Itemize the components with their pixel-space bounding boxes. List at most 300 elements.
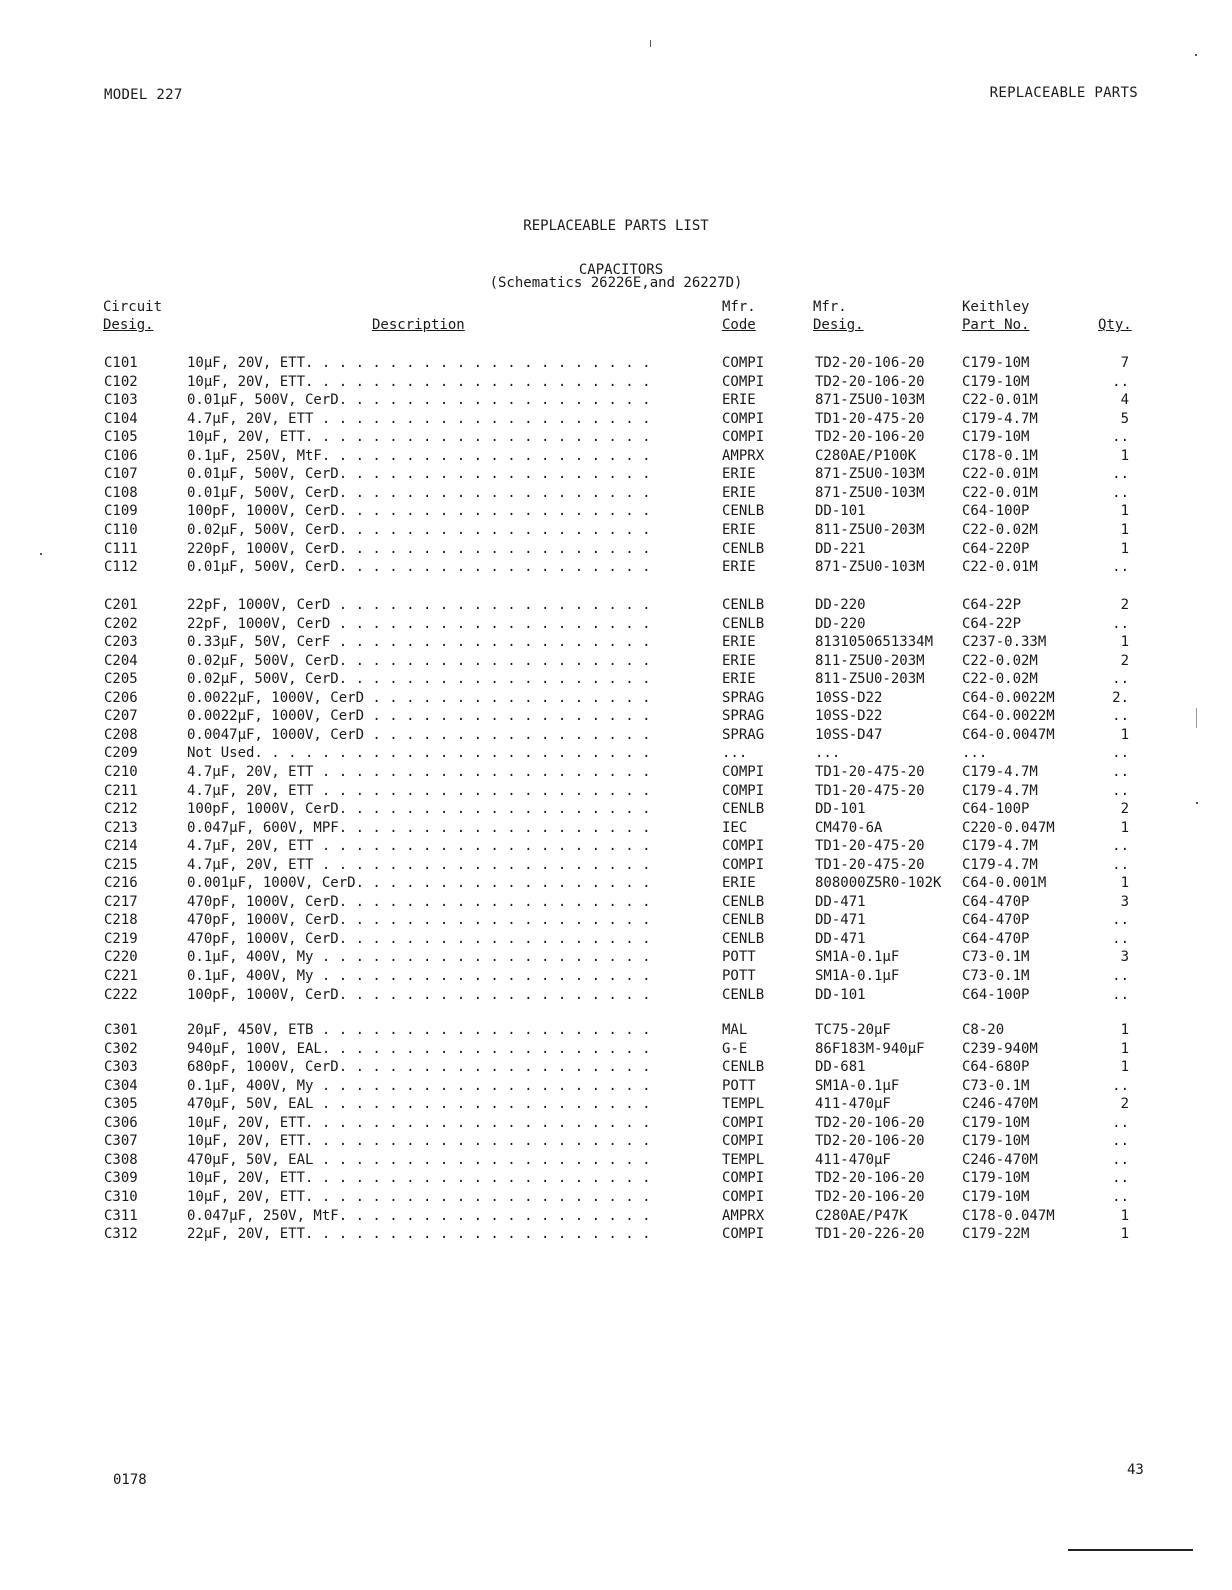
cell-part: C22-0.01M (962, 484, 1038, 501)
cell-desig: C110 (104, 521, 138, 538)
cell-desc: 4.7µF, 20V, ETT . . . . . . . . . . . . . . . . . . . . (187, 782, 651, 799)
cell-mdesig: 871-Z5U0-103M (815, 484, 925, 501)
cell-desc: 470pF, 1000V, CerD. . . . . . . . . . . . . . . . . . . (187, 930, 651, 947)
cell-desig: C301 (104, 1022, 138, 1038)
cell-part: C64-470P (962, 912, 1030, 929)
table-row (0, 727, 1232, 745)
cell-desc: 0.01µF, 500V, CerD. . . . . . . . . . . . . . . . . . . (187, 466, 651, 483)
cell-desc: 0.0022µF, 1000V, CerD . . . . . . . . . . . . . . . . . (187, 689, 651, 706)
table-row (0, 355, 1232, 373)
cell-part: C64-100P (962, 503, 1030, 520)
table-row (0, 1022, 1232, 1040)
col-circuit-line2: Desig. (103, 317, 154, 333)
cell-qty: 5 (1120, 410, 1129, 427)
cell-desig: C209 (104, 745, 138, 762)
cell-code: COMPI (722, 355, 765, 371)
cell-desc: 4.7µF, 20V, ETT . . . . . . . . . . . . . . . . . . . . (187, 763, 651, 780)
table-row (0, 1189, 1232, 1207)
cell-desc: 0.01µF, 500V, CerD. . . . . . . . . . . . . . . . . . . (187, 559, 651, 576)
cell-code: COMPI (722, 1114, 765, 1131)
cell-mdesig: DD-101 (815, 986, 866, 1003)
cell-part: C239-940M (962, 1040, 1038, 1057)
table-row (0, 429, 1232, 447)
cell-code: POTT (722, 968, 756, 984)
cell-desc: 100pF, 1000V, CerD. . . . . . . . . . . . . . . . . . . (187, 801, 651, 818)
cell-desig: C305 (104, 1096, 138, 1113)
cell-part: C179-4.7M (962, 838, 1038, 855)
cell-mdesig: 871-Z5U0-103M (815, 466, 925, 483)
cell-code: CENLB (722, 540, 765, 557)
table-row (0, 690, 1232, 708)
cell-desig: C221 (104, 968, 138, 984)
table-row (0, 1208, 1232, 1226)
cell-desig: C112 (104, 559, 138, 576)
cell-part: C246-470M (962, 1096, 1038, 1113)
cell-desig: C214 (104, 838, 138, 855)
cell-qty: .. (1112, 559, 1129, 576)
page-title (0, 179, 1232, 312)
cell-desc: 10µF, 20V, ETT. . . . . . . . . . . . . . . . . . . . . (187, 373, 651, 390)
cell-code: ERIE (722, 634, 756, 651)
table-row (0, 1170, 1232, 1188)
cell-mdesig: SM1A-0.1µF (815, 949, 900, 966)
cell-desc: 10µF, 20V, ETT. . . . . . . . . . . . . . . . . . . . . (187, 429, 651, 446)
cell-part: ... (962, 745, 988, 762)
cell-code: ERIE (722, 521, 756, 538)
cell-qty: .. (1112, 838, 1129, 855)
cell-code: CENLB (722, 1059, 765, 1076)
cell-desig: C105 (104, 429, 138, 446)
cell-part: C73-0.1M (962, 968, 1030, 984)
cell-desc: 0.01µF, 500V, CerD. . . . . . . . . . . . . . . . . . . (187, 484, 651, 501)
column-headers (103, 299, 1143, 335)
cell-desig: C201 (104, 597, 138, 613)
cell-qty: .. (1112, 912, 1129, 929)
cell-mdesig: TD2-20-106-20 (815, 1133, 925, 1150)
table-row (0, 671, 1232, 689)
cell-code: AMPRX (722, 447, 765, 464)
cell-desc: 470µF, 50V, EAL . . . . . . . . . . . . . . . . . . . . (187, 1151, 651, 1168)
col-description: Description (372, 317, 465, 333)
cell-code: COMPI (722, 856, 765, 873)
cell-code: ERIE (722, 466, 756, 483)
cell-part: C179-10M (962, 1170, 1030, 1187)
cell-part: C179-10M (962, 355, 1030, 371)
cell-mdesig: TD2-20-106-20 (815, 373, 925, 390)
cell-qty: 1 (1120, 1226, 1129, 1243)
cell-mdesig: 8131050651334M (815, 634, 934, 651)
cell-code: SPRAG (722, 708, 765, 725)
cell-qty: .. (1112, 1188, 1129, 1205)
col-keithley-line1: Keithley (962, 299, 1030, 315)
cell-part: C179-10M (962, 429, 1030, 446)
cell-desig: C203 (104, 634, 138, 651)
table-row (0, 1078, 1232, 1096)
col-keithley-line2: Part No. (962, 317, 1030, 333)
scan-speck (650, 40, 651, 47)
cell-code: POTT (722, 1077, 756, 1094)
cell-desig: C311 (104, 1207, 138, 1224)
table-row (0, 708, 1232, 726)
cell-code: ERIE (722, 484, 756, 501)
cell-qty: 2 (1120, 1096, 1129, 1113)
cell-mdesig: TD2-20-106-20 (815, 1114, 925, 1131)
cell-mdesig: TD1-20-475-20 (815, 410, 925, 427)
table-row (0, 987, 1232, 1005)
cell-desc: 10µF, 20V, ETT. . . . . . . . . . . . . . . . . . . . . (187, 1188, 651, 1205)
cell-desig: C219 (104, 930, 138, 947)
section-header: REPLACEABLE PARTS (989, 85, 1138, 101)
cell-part: C64-470P (962, 930, 1030, 947)
table-row (0, 1226, 1232, 1244)
cell-qty: .. (1112, 708, 1129, 725)
cell-code: TEMPL (722, 1096, 765, 1113)
cell-part: C220-0.047M (962, 819, 1055, 836)
cell-desig: C307 (104, 1133, 138, 1150)
col-mfr-code-line2: Code (722, 317, 756, 333)
cell-mdesig: TD1-20-475-20 (815, 763, 925, 780)
cell-qty: 1 (1120, 819, 1129, 836)
cell-desig: C101 (104, 355, 138, 371)
category-heading: CAPACITORS (578, 262, 664, 278)
cell-part: C64-0.0047M (962, 726, 1055, 743)
bottom-rule (1068, 1549, 1193, 1551)
table-row (0, 949, 1232, 967)
cell-mdesig: DD-471 (815, 930, 866, 947)
cell-desc: 10µF, 20V, ETT. . . . . . . . . . . . . . . . . . . . . (187, 1133, 651, 1150)
scan-speck (1196, 708, 1197, 728)
table-row (0, 894, 1232, 912)
table-row (0, 653, 1232, 671)
cell-qty: .. (1112, 671, 1129, 688)
cell-mdesig: TD1-20-475-20 (815, 856, 925, 873)
cell-part: C179-22M (962, 1226, 1030, 1243)
cell-code: MAL (722, 1022, 748, 1038)
cell-mdesig: 86F183M-940µF (815, 1040, 925, 1057)
table-row (0, 448, 1232, 466)
cell-desc: 0.1µF, 400V, My . . . . . . . . . . . . . . . . . . . . (187, 968, 651, 984)
cell-mdesig: TD2-20-106-20 (815, 1170, 925, 1187)
cell-mdesig: DD-101 (815, 503, 866, 520)
cell-desc: 470µF, 50V, EAL . . . . . . . . . . . . . . . . . . . . (187, 1096, 651, 1113)
cell-qty: 4 (1120, 392, 1129, 409)
cell-mdesig: 808000Z5R0-102K (815, 875, 942, 892)
cell-desc: 0.02µF, 500V, CerD. . . . . . . . . . . . . . . . . . . (187, 652, 651, 669)
cell-qty: .. (1112, 429, 1129, 446)
cell-part: C64-220P (962, 540, 1030, 557)
table-row (0, 374, 1232, 392)
cell-desc: 0.02µF, 500V, CerD. . . . . . . . . . . . . . . . . . . (187, 521, 651, 538)
table-row (0, 838, 1232, 856)
page-number: 43 (1127, 1462, 1144, 1478)
cell-desig: C304 (104, 1077, 138, 1094)
cell-mdesig: DD-220 (815, 597, 866, 613)
cell-desig: C202 (104, 615, 138, 632)
cell-code: COMPI (722, 373, 765, 390)
table-row (0, 857, 1232, 875)
cell-code: CENLB (722, 986, 765, 1003)
cell-desig: C306 (104, 1114, 138, 1131)
col-qty: Qty. (1098, 317, 1132, 333)
cell-code: ... (722, 745, 748, 762)
cell-part: C178-0.047M (962, 1207, 1055, 1224)
cell-mdesig: 10SS-D47 (815, 726, 883, 743)
cell-mdesig: 811-Z5U0-203M (815, 521, 925, 538)
cell-desc: 940µF, 100V, EAL. . . . . . . . . . . . . . . . . . . . (187, 1040, 651, 1057)
cell-qty: 1 (1120, 447, 1129, 464)
cell-qty: 2 (1120, 652, 1129, 669)
table-row (0, 392, 1232, 410)
cell-mdesig: TD2-20-106-20 (815, 429, 925, 446)
cell-desc: 0.1µF, 400V, My . . . . . . . . . . . . . . . . . . . . (187, 1077, 651, 1094)
cell-desc: 10µF, 20V, ETT. . . . . . . . . . . . . . . . . . . . . (187, 1114, 651, 1131)
cell-code: COMPI (722, 1170, 765, 1187)
cell-code: COMPI (722, 429, 765, 446)
cell-code: SPRAG (722, 689, 765, 706)
table-row (0, 783, 1232, 801)
table-row (0, 1115, 1232, 1133)
cell-desc: 0.02µF, 500V, CerD. . . . . . . . . . . . . . . . . . . (187, 671, 651, 688)
table-row (0, 503, 1232, 521)
cell-code: TEMPL (722, 1151, 765, 1168)
cell-part: C22-0.01M (962, 559, 1038, 576)
cell-qty: .. (1112, 1077, 1129, 1094)
cell-code: CENLB (722, 893, 765, 910)
cell-mdesig: TD1-20-475-20 (815, 838, 925, 855)
cell-mdesig: 811-Z5U0-203M (815, 671, 925, 688)
cell-desig: C108 (104, 484, 138, 501)
table-row (0, 801, 1232, 819)
table-row (0, 912, 1232, 930)
cell-desig: C206 (104, 689, 138, 706)
table-row (0, 931, 1232, 949)
cell-desig: C205 (104, 671, 138, 688)
cell-desc: 0.001µF, 1000V, CerD. . . . . . . . . . . . . . . . . . (187, 875, 651, 892)
table-row (0, 541, 1232, 559)
cell-desc: 0.33µF, 50V, CerF . . . . . . . . . . . . . . . . . . . (187, 634, 651, 651)
cell-desig: C220 (104, 949, 138, 966)
cell-part: C179-4.7M (962, 410, 1038, 427)
cell-mdesig: TD2-20-106-20 (815, 1188, 925, 1205)
cell-desig: C109 (104, 503, 138, 520)
cell-desig: C102 (104, 373, 138, 390)
cell-desc: 4.7µF, 20V, ETT . . . . . . . . . . . . . . . . . . . . (187, 410, 651, 427)
cell-code: ERIE (722, 392, 756, 409)
table-row (0, 820, 1232, 838)
cell-part: C22-0.02M (962, 521, 1038, 538)
cell-desc: 0.01µF, 500V, CerD. . . . . . . . . . . . . . . . . . . (187, 392, 651, 409)
cell-qty: 2 (1120, 801, 1129, 818)
cell-desc: 0.047µF, 250V, MtF. . . . . . . . . . . . . . . . . . . (187, 1207, 651, 1224)
cell-mdesig: 411-470µF (815, 1151, 891, 1168)
col-mfr-desig-line2: Desig. (813, 317, 864, 333)
table-row (0, 522, 1232, 540)
cell-code: CENLB (722, 912, 765, 929)
cell-code: COMPI (722, 1188, 765, 1205)
cell-part: C64-100P (962, 986, 1030, 1003)
cell-part: C22-0.02M (962, 652, 1038, 669)
cell-desc: 0.0047µF, 1000V, CerD . . . . . . . . . . . . . . . . . (187, 726, 651, 743)
cell-code: SPRAG (722, 726, 765, 743)
cell-qty: 1 (1120, 521, 1129, 538)
cell-qty: 1 (1120, 1059, 1129, 1076)
cell-desig: C302 (104, 1040, 138, 1057)
cell-desig: C204 (104, 652, 138, 669)
cell-code: ERIE (722, 559, 756, 576)
cell-desc: 22pF, 1000V, CerD . . . . . . . . . . . . . . . . . . . (187, 597, 651, 613)
cell-desc: 22µF, 20V, ETT. . . . . . . . . . . . . . . . . . . . . (187, 1226, 651, 1243)
cell-desig: C104 (104, 410, 138, 427)
cell-code: ERIE (722, 652, 756, 669)
cell-mdesig: 871-Z5U0-103M (815, 559, 925, 576)
cell-part: C179-10M (962, 1114, 1030, 1131)
cell-qty: .. (1112, 930, 1129, 947)
table-row (0, 559, 1232, 577)
cell-desig: C217 (104, 893, 138, 910)
cell-code: ERIE (722, 671, 756, 688)
cell-desc: 0.0022µF, 1000V, CerD . . . . . . . . . . . . . . . . . (187, 708, 651, 725)
cell-code: CENLB (722, 930, 765, 947)
cell-mdesig: DD-101 (815, 801, 866, 818)
scan-speck (1195, 54, 1197, 56)
table-row (0, 597, 1232, 615)
cell-qty: 2. (1112, 689, 1129, 706)
cell-part: C73-0.1M (962, 1077, 1030, 1094)
table-row (0, 411, 1232, 429)
cell-desig: C211 (104, 782, 138, 799)
cell-desig: C111 (104, 540, 138, 557)
cell-desig: C216 (104, 875, 138, 892)
cell-qty: .. (1112, 373, 1129, 390)
cell-qty: .. (1112, 1151, 1129, 1168)
cell-desig: C106 (104, 447, 138, 464)
cell-desig: C210 (104, 763, 138, 780)
cell-qty: 1 (1120, 540, 1129, 557)
cell-code: IEC (722, 819, 748, 836)
cell-part: C179-10M (962, 1133, 1030, 1150)
cell-code: COMPI (722, 410, 765, 427)
title-line-2: (Schematics 26226E,and 26227D) (489, 275, 743, 291)
cell-qty: 7 (1120, 355, 1129, 371)
cell-code: CENLB (722, 801, 765, 818)
cell-mdesig: CM470-6A (815, 819, 883, 836)
cell-code: COMPI (722, 1133, 765, 1150)
table-row (0, 745, 1232, 763)
cell-mdesig: 811-Z5U0-203M (815, 652, 925, 669)
cell-desig: C308 (104, 1151, 138, 1168)
cell-desc: 4.7µF, 20V, ETT . . . . . . . . . . . . . . . . . . . . (187, 838, 651, 855)
cell-mdesig: TD2-20-106-20 (815, 355, 925, 371)
cell-part: C246-470M (962, 1151, 1038, 1168)
cell-desc: 0.1µF, 250V, MtF. . . . . . . . . . . . . . . . . . . . (187, 447, 651, 464)
cell-part: C179-10M (962, 373, 1030, 390)
cell-code: COMPI (722, 838, 765, 855)
model-label: MODEL 227 (104, 87, 183, 103)
cell-desc: 20µF, 450V, ETB . . . . . . . . . . . . . . . . . . . . (187, 1022, 651, 1038)
cell-part: C64-22P (962, 597, 1022, 613)
cell-mdesig: DD-220 (815, 615, 866, 632)
cell-part: C237-0.33M (962, 634, 1047, 651)
cell-qty: .. (1112, 968, 1129, 984)
cell-desig: C215 (104, 856, 138, 873)
cell-code: COMPI (722, 1226, 765, 1243)
cell-part: C8-20 (962, 1022, 1005, 1038)
cell-desc: 10µF, 20V, ETT. . . . . . . . . . . . . . . . . . . . . (187, 1170, 651, 1187)
cell-qty: .. (1112, 466, 1129, 483)
cell-mdesig: 411-470µF (815, 1096, 891, 1113)
cell-part: C64-0.001M (962, 875, 1047, 892)
cell-desc: 22pF, 1000V, CerD . . . . . . . . . . . . . . . . . . . (187, 615, 651, 632)
cell-code: ERIE (722, 875, 756, 892)
cell-qty: 1 (1120, 726, 1129, 743)
cell-desig: C218 (104, 912, 138, 929)
cell-desig: C310 (104, 1188, 138, 1205)
cell-mdesig: SM1A-0.1µF (815, 1077, 900, 1094)
cell-qty: 1 (1120, 1207, 1129, 1224)
table-row (0, 764, 1232, 782)
cell-part: C22-0.01M (962, 392, 1038, 409)
cell-mdesig: TD1-20-475-20 (815, 782, 925, 799)
cell-desig: C103 (104, 392, 138, 409)
cell-desig: C212 (104, 801, 138, 818)
cell-qty: .. (1112, 782, 1129, 799)
cell-mdesig: ... (815, 745, 841, 762)
cell-qty: .. (1112, 1114, 1129, 1131)
cell-part: C64-470P (962, 893, 1030, 910)
cell-desc: 10µF, 20V, ETT. . . . . . . . . . . . . . . . . . . . . (187, 355, 651, 371)
cell-part: C179-4.7M (962, 763, 1038, 780)
cell-qty: 1 (1120, 875, 1129, 892)
cell-desc: 470pF, 1000V, CerD. . . . . . . . . . . . . . . . . . . (187, 893, 651, 910)
cell-mdesig: DD-471 (815, 912, 866, 929)
cell-code: CENLB (722, 503, 765, 520)
cell-mdesig: TD1-20-226-20 (815, 1226, 925, 1243)
cell-part: C64-680P (962, 1059, 1030, 1076)
table-row (0, 968, 1232, 986)
cell-qty: 2 (1120, 597, 1129, 613)
cell-mdesig: C280AE/P100K (815, 447, 917, 464)
cell-part: C179-4.7M (962, 856, 1038, 873)
table-row (0, 1059, 1232, 1077)
table-row (0, 485, 1232, 503)
cell-code: G-E (722, 1040, 748, 1057)
cell-part: C64-0.0022M (962, 689, 1055, 706)
cell-part: C64-22P (962, 615, 1022, 632)
cell-desc: Not Used. . . . . . . . . . . . . . . . . . . . . . . . (187, 745, 651, 762)
cell-desc: 0.047µF, 600V, MPF. . . . . . . . . . . . . . . . . . . (187, 819, 651, 836)
cell-desig: C309 (104, 1170, 138, 1187)
cell-part: C73-0.1M (962, 949, 1030, 966)
cell-desig: C207 (104, 708, 138, 725)
cell-qty: 1 (1120, 634, 1129, 651)
cell-code: POTT (722, 949, 756, 966)
cell-qty: 3 (1120, 893, 1129, 910)
cell-code: AMPRX (722, 1207, 765, 1224)
cell-desig: C107 (104, 466, 138, 483)
cell-mdesig: C280AE/P47K (815, 1207, 908, 1224)
table-row (0, 1041, 1232, 1059)
cell-mdesig: 10SS-D22 (815, 689, 883, 706)
cell-mdesig: TC75-20µF (815, 1022, 891, 1038)
cell-qty: 1 (1120, 1040, 1129, 1057)
table-row (0, 1152, 1232, 1170)
cell-mdesig: 10SS-D22 (815, 708, 883, 725)
cell-code: COMPI (722, 782, 765, 799)
cell-qty: .. (1112, 484, 1129, 501)
cell-mdesig: SM1A-0.1µF (815, 968, 900, 984)
cell-desc: 220pF, 1000V, CerD. . . . . . . . . . . . . . . . . . . (187, 540, 651, 557)
cell-part: C179-10M (962, 1188, 1030, 1205)
